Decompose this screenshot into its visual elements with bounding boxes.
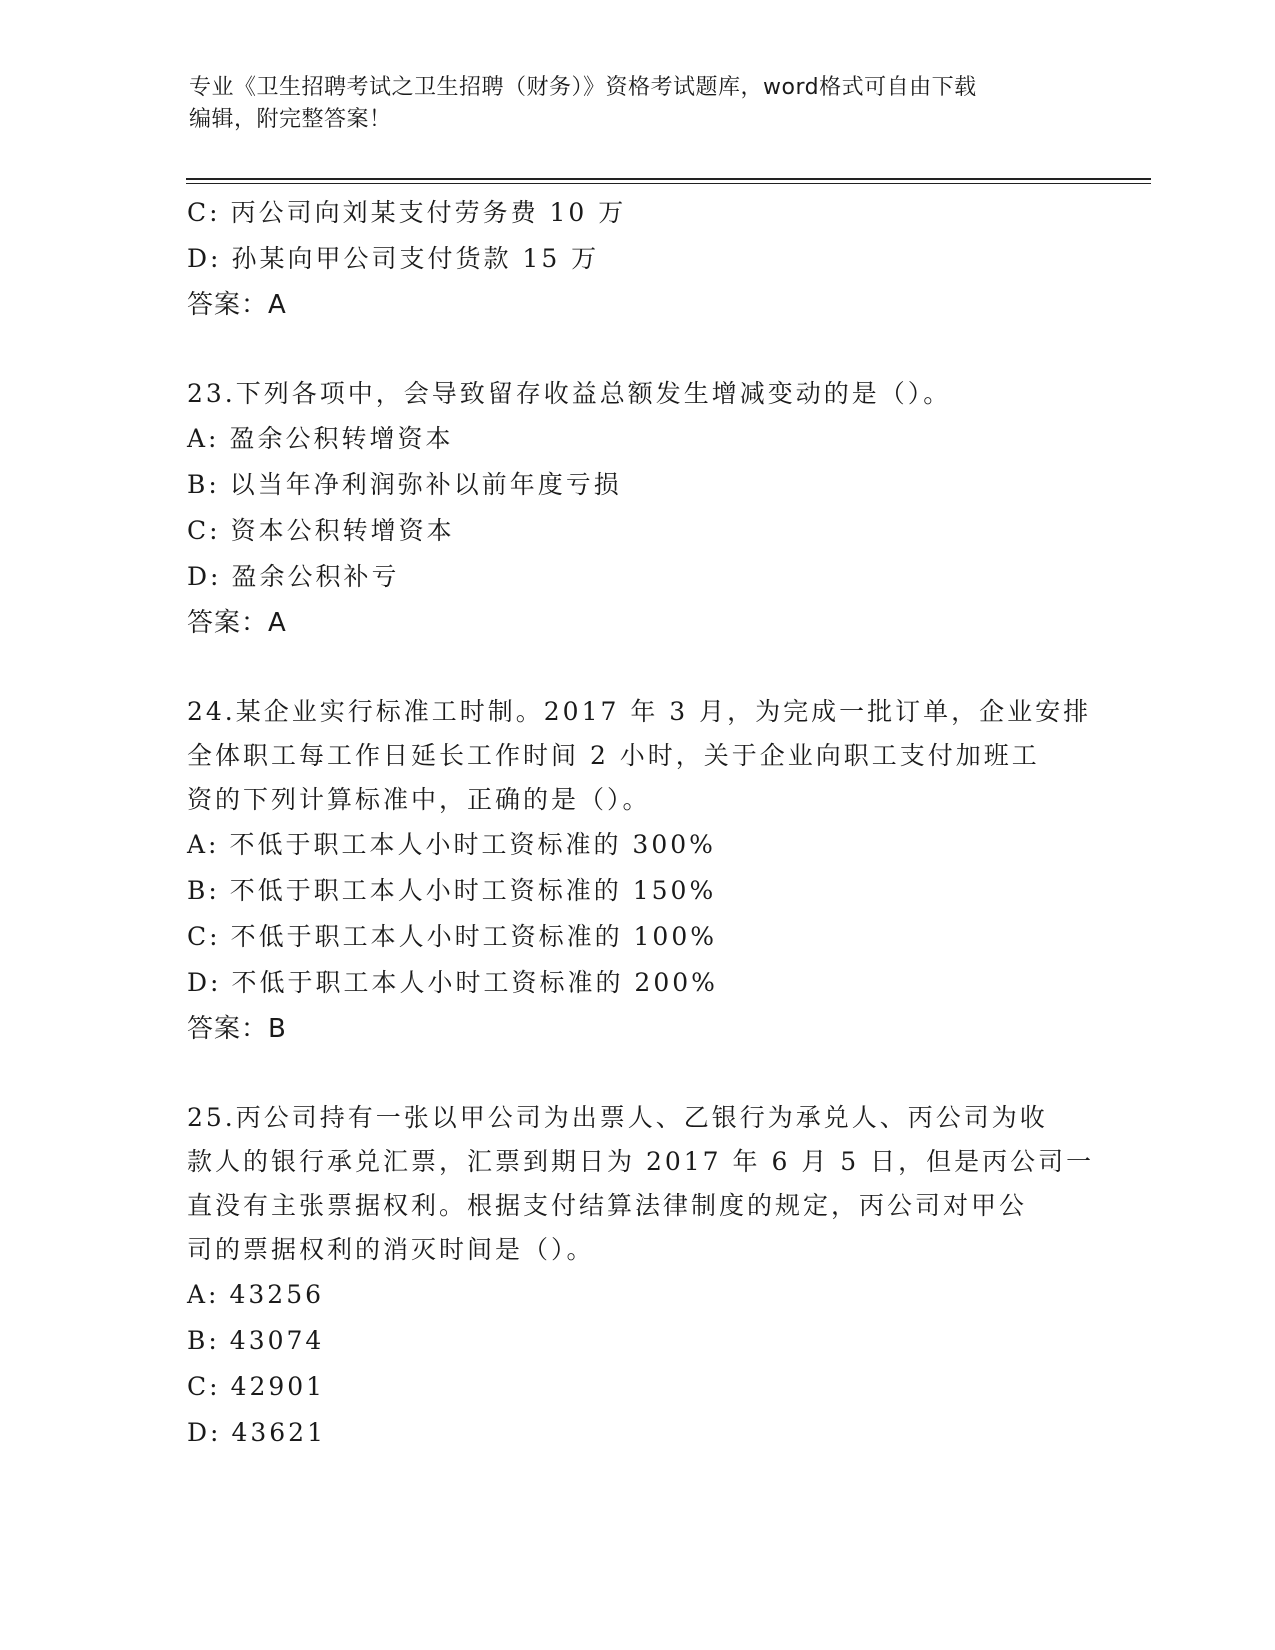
- question-stem: 直没有主张票据权利。根据支付结算法律制度的规定，丙公司对甲公: [187, 1191, 1028, 1220]
- option-text: 资本公积转增资本: [230, 516, 455, 545]
- option-text: 不低于职工本人小时工资标准的 150%: [229, 876, 717, 905]
- question-stem: 全体职工每工作日延长工作时间 2 小时，关于企业向职工支付加班工: [187, 741, 1040, 770]
- option-label: B:: [187, 876, 220, 905]
- option-text: 丙公司向刘某支付劳务费 10 万: [230, 198, 627, 227]
- answer-line: 答案：B: [187, 1014, 287, 1044]
- option-a: [187, 416, 1087, 462]
- option-c: [187, 508, 1087, 554]
- option-label: C:: [187, 1372, 221, 1401]
- option-label: A:: [187, 830, 220, 859]
- option-label: D:: [187, 562, 222, 591]
- option-label: A:: [187, 1280, 220, 1309]
- page-header: [189, 72, 1089, 136]
- question-23: [187, 372, 1087, 646]
- option-text: 盈余公积转增资本: [229, 424, 454, 453]
- option-text: 43256: [229, 1280, 325, 1309]
- question-stem: 24.某企业实行标准工时制。2017 年 3 月，为完成一批订单，企业安排: [187, 697, 1092, 726]
- option-text: 42901: [230, 1372, 326, 1401]
- option-d: [187, 960, 1087, 1006]
- option-label: C:: [187, 198, 221, 227]
- option-text: 43621: [231, 1418, 326, 1447]
- option-label: B:: [187, 1326, 220, 1355]
- option-label: C:: [187, 516, 221, 545]
- option-a: [187, 822, 1087, 868]
- option-d: [187, 236, 1087, 282]
- option-text: 不低于职工本人小时工资标准的 300%: [229, 830, 716, 859]
- question-list: [187, 190, 1095, 1456]
- option-d: [187, 1410, 1087, 1456]
- option-label: D:: [187, 244, 222, 273]
- option-label: D:: [187, 968, 222, 997]
- header-line-2: 编辑，附完整答案！: [189, 107, 392, 132]
- option-text: 以当年净利润弥补以前年度亏损: [229, 470, 622, 499]
- option-b: [187, 462, 1087, 508]
- question-stem: 司的票据权利的消灭时间是（）。: [187, 1235, 595, 1264]
- header-line-1: 专业《卫生招聘考试之卫生招聘（财务）》资格考试题库，word格式可自由下载: [189, 75, 977, 100]
- option-text: 43074: [229, 1326, 325, 1355]
- option-label: D:: [187, 1418, 222, 1447]
- option-c: [187, 914, 1087, 960]
- continued-question: [187, 190, 1087, 328]
- header-divider-thin: [186, 183, 1151, 184]
- option-c: [187, 190, 1087, 236]
- question-stem: 23.下列各项中，会导致留存收益总额发生增减变动的是（）。: [187, 379, 952, 408]
- option-text: 孙某向甲公司支付货款 15 万: [231, 244, 600, 273]
- option-a: [187, 1272, 1087, 1318]
- option-c: [187, 1364, 1087, 1410]
- question-stem: 款人的银行承兑汇票，汇票到期日为 2017 年 6 月 5 日，但是丙公司一: [187, 1147, 1095, 1176]
- option-label: B:: [187, 470, 220, 499]
- option-text: 盈余公积补亏: [231, 562, 400, 591]
- question-stem: 资的下列计算标准中，正确的是（）。: [187, 785, 651, 814]
- option-b: [187, 1318, 1087, 1364]
- option-label: C:: [187, 922, 221, 951]
- header-divider: [186, 178, 1151, 180]
- option-d: [187, 554, 1087, 600]
- question-stem: 25.丙公司持有一张以甲公司为出票人、乙银行为承兑人、丙公司为收: [187, 1103, 1048, 1132]
- option-text: 不低于职工本人小时工资标准的 100%: [230, 922, 717, 951]
- option-label: A:: [187, 424, 220, 453]
- option-text: 不低于职工本人小时工资标准的 200%: [231, 968, 718, 997]
- question-24: [187, 690, 1092, 1052]
- question-25: [187, 1096, 1095, 1456]
- option-b: [187, 868, 1087, 914]
- answer-line: 答案：A: [187, 608, 287, 638]
- answer-line: 答案：A: [187, 290, 287, 320]
